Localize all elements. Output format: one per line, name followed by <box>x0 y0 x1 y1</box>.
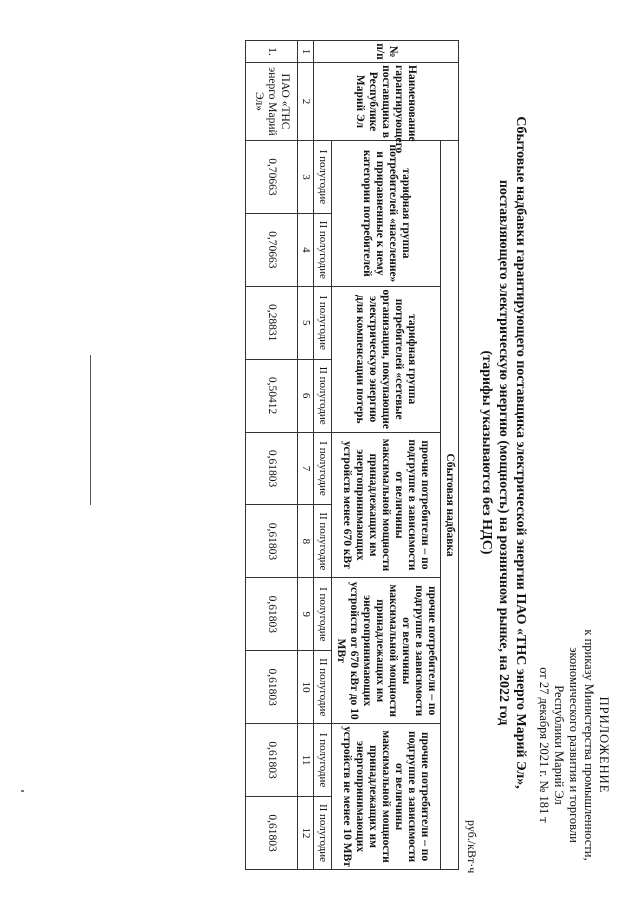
column-number: 2 <box>298 63 314 141</box>
half-year-label: II полугодие <box>314 797 332 870</box>
half-year-label: II полугодие <box>314 213 332 286</box>
annex-block <box>536 610 611 880</box>
row-value: 0,50412 <box>246 359 298 432</box>
row-value: 0,61803 <box>246 432 298 505</box>
heading-line: поставляющего электрическую энергию (мощность) на розничном рынке, на 2022 год <box>496 179 511 726</box>
header-group-ge10mw: прочие потребители – по подгруппе в зависимости от величины максимальной мощности принадлежащих им энергопринимающих устройств не менее 10 МВт <box>332 724 441 870</box>
scan-speck <box>21 790 24 792</box>
column-number: 4 <box>298 213 314 286</box>
half-year-label: II полугодие <box>314 505 332 578</box>
row-value: 0,61803 <box>246 578 298 651</box>
markup-table <box>245 40 459 870</box>
row-supplier-name: ПАО «ТНС энерго Марий Эл» <box>246 63 298 141</box>
column-number: 10 <box>298 651 314 724</box>
header-markup: Сбытовая надбавка <box>441 141 459 870</box>
header-group-grid-orgs: тарифная группа потребителей «сетевые организации, покупающие электрическую энергию для компенсации потерь <box>332 286 441 432</box>
header-supplier-name: Наименование гарантирующего поставщика в Республике Марий Эл <box>314 63 459 141</box>
column-number: 9 <box>298 578 314 651</box>
annex-title: ПРИЛОЖЕНИЕ <box>597 696 611 794</box>
closing-rule <box>90 355 91 505</box>
unit-label: руб./кВт·ч <box>465 820 479 874</box>
row-value: 0,28831 <box>246 286 298 359</box>
column-number: 6 <box>298 359 314 432</box>
heading-line: Сбытовые надбавки гарантирующего поставщика электрической энергии ПАО «ТНС энерго Марий Эл», <box>513 116 528 789</box>
half-year-label: II полугодие <box>314 359 332 432</box>
annex-line: Республики Марий Эл <box>552 685 566 805</box>
row-value: 0,61803 <box>246 724 298 797</box>
half-year-label: II полугодие <box>314 651 332 724</box>
row-value: 0,70663 <box>246 141 298 214</box>
annex-line: экономического развития и торговли <box>567 647 581 843</box>
column-number: 3 <box>298 141 314 214</box>
row-value: 0,61803 <box>246 651 298 724</box>
column-number: 5 <box>298 286 314 359</box>
column-number: 1 <box>298 41 314 63</box>
row-num: 1. <box>246 41 298 63</box>
row-value: 0,70663 <box>246 213 298 286</box>
column-number: 12 <box>298 797 314 870</box>
column-number: 8 <box>298 505 314 578</box>
annex-line: к приказу Министерства промышленности, <box>582 629 596 861</box>
half-year-label: I полугодие <box>314 724 332 797</box>
row-value: 0,61803 <box>246 797 298 870</box>
header-group-670-10mw: прочие потребители – по подгруппе в зависимости от величины максимальной мощности принадлежащих им энергопринимающих устройств от 670 кВт до 10 МВт <box>332 578 441 724</box>
header-group-lt670: прочие потребители – по подгруппе в зависимости от величины максимальной мощности принадлежащих им энергопринимающих устройств менее 670 кВт <box>332 432 441 578</box>
column-number: 11 <box>298 724 314 797</box>
half-year-label: I полугодие <box>314 141 332 214</box>
column-number: 7 <box>298 432 314 505</box>
half-year-label: I полугодие <box>314 578 332 651</box>
header-num: № п/п <box>314 41 459 63</box>
annex-line: от 27 декабря 2021 г. № 181 т <box>537 667 551 823</box>
document-heading <box>478 40 529 865</box>
heading-line: (тарифы указываются без НДС) <box>479 350 494 555</box>
half-year-label: I полугодие <box>314 432 332 505</box>
row-value: 0,61803 <box>246 505 298 578</box>
half-year-label: I полугодие <box>314 286 332 359</box>
header-group-population: тарифная группа потребителей «население» и приравненные к нему категории потребителей <box>332 141 441 287</box>
table-row <box>246 41 298 870</box>
